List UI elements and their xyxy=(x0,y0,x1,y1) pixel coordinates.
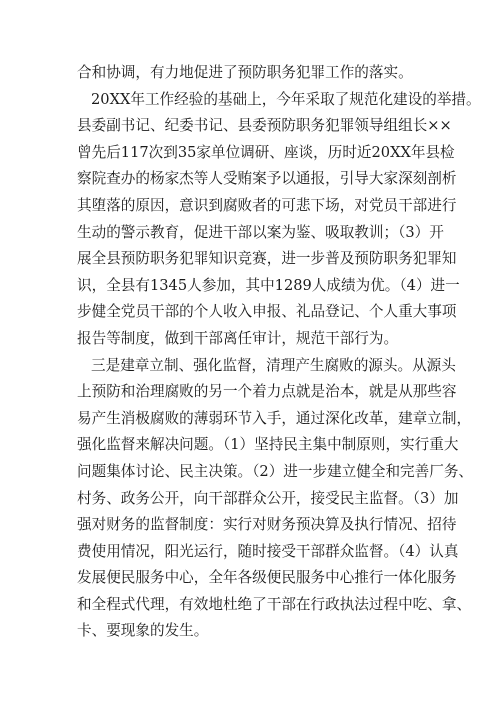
text-line: 20XX年工作经验的基础上，今年采取了规范化建设的举措。 xyxy=(91,90,481,108)
paragraph-2 xyxy=(77,87,481,353)
text-line: 三是建章立制、强化监督，清理产生腐败的源头。从源头 xyxy=(91,356,456,374)
text-line: 强化监督来解决问题。（1）坚持民主集中制原则，实行重大 xyxy=(77,436,459,454)
text-line: 识，全县有1345人参加，其中1289人成绩为优。（4）进一 xyxy=(77,276,460,294)
text-line: 生动的警示教育，促进干部以案为鉴、吸取教训；（3）开 xyxy=(77,223,444,241)
text-line: 展全县预防职务犯罪知识竞赛，进一步普及预防职务犯罪知 xyxy=(77,250,457,268)
text-line: 其堕落的原因，意识到腐败者的可悲下场，对党员干部进行 xyxy=(77,196,457,214)
text-line: 察院查办的杨家杰等人受贿案予以通报，引导大家深刻剖析 xyxy=(77,170,457,188)
text-line: 合和协调，有力地促进了预防职务犯罪工作的落实。 xyxy=(77,64,413,81)
text-line: 易产生消极腐败的薄弱环节入手，通过深化改革，建章立制， xyxy=(77,409,472,427)
text-line: 和全程式代理，有效地杜绝了干部在行政执法过程中吃、拿、 xyxy=(77,595,472,613)
text-line: 县委副书记、纪委书记、县委预防职务犯罪领导组组长×× xyxy=(77,117,452,135)
text-line: 上预防和治理腐败的另一个着力点就是治本，就是从那些容 xyxy=(77,383,457,401)
text-line: 问题集体讨论、民主决策。（2）进一步建立健全和完善厂务、 xyxy=(77,462,474,480)
text-line: 曾先后117次到35家单位调研、座谈，历时近20XX年县检 xyxy=(77,143,455,161)
text-line: 步健全党员干部的个人收入申报、礼品登记、个人重大事项 xyxy=(77,303,457,321)
text-line: 强对财务的监督制度：实行对财务预决算及执行情况、招待 xyxy=(77,516,457,534)
paragraph-3 xyxy=(77,353,474,646)
text-line: 费使用情况，阳光运行，随时接受干部群众监督。（4）认真 xyxy=(77,542,459,560)
paragraph-1 xyxy=(77,60,423,87)
text-line: 村务、政务公开，向干部群众公开，接受民主监督。（3）加 xyxy=(77,489,459,507)
document-body xyxy=(77,60,481,645)
text-line: 发展便民服务中心，全年各级便民服务中心推行一体化服务 xyxy=(77,569,457,587)
text-line: 报告等制度，做到干部离任审计，规范干部行为。 xyxy=(77,329,399,347)
text-line: 卡、要现象的发生。 xyxy=(77,622,209,640)
